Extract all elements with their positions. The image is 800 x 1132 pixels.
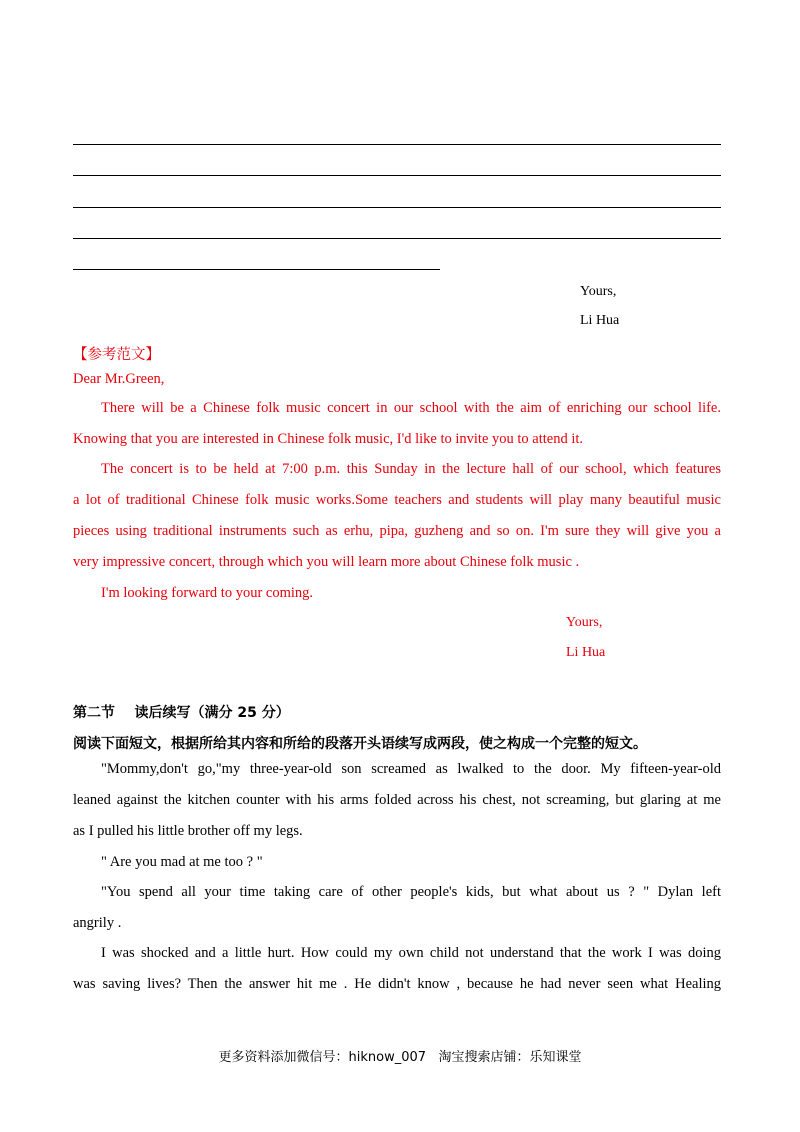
text-line: I was shocked and a little hurt. How could my own child not understand that the work I was doing [101, 945, 721, 961]
writing-line [73, 238, 721, 239]
writing-line [73, 269, 440, 270]
model-essay-paragraph [73, 578, 721, 609]
text-line: "Mommy,don't go,"my three-year-old son screamed as lwalked to the door. My fifteen-year-old [101, 761, 721, 777]
model-essay-closing: Yours, [566, 615, 603, 630]
story-paragraph [73, 847, 721, 878]
story-paragraph [73, 754, 721, 847]
model-essay-paragraph [73, 454, 721, 578]
page-footer: 更多资料添加微信号：hiknow_007 淘宝搜索店铺：乐知课堂 [218, 1050, 582, 1065]
text-line: as I pulled his little brother off my legs. [73, 823, 303, 839]
text-line: The concert is to be held at 7:00 p.m. this Sunday in the lecture hall of our school, which features [101, 461, 721, 477]
model-essay-paragraph [73, 393, 721, 455]
letter-signature: Li Hua [580, 313, 620, 328]
model-essay-signature: Li Hua [566, 645, 606, 660]
writing-line [73, 144, 721, 145]
writing-line [73, 207, 721, 208]
text-line: Knowing that you are interested in Chinese folk music, I'd like to invite you to attend it. [73, 431, 584, 447]
text-line: angrily . [73, 915, 122, 931]
model-essay-heading: 【参考范文】 [73, 347, 160, 363]
text-line: a lot of traditional Chinese folk music works.Some teachers and students will play many beautiful music [73, 492, 721, 508]
text-line: was saving lives? Then the answer hit me . He didn't know , because he had never seen what Healing [73, 976, 721, 992]
text-line: leaned against the kitchen counter with his arms folded across his chest, not screaming, but glaring at me [73, 792, 721, 808]
section-title: 第二节 读后续写（满分 25 分） [73, 705, 290, 721]
story-paragraph [73, 938, 721, 1000]
text-line: I'm looking forward to your coming. [101, 585, 314, 601]
text-line: very impressive concert, through which you will learn more about Chinese folk music . [73, 554, 580, 570]
section-instruction: 阅读下面短文，根据所给其内容和所给的段落开头语续写成两段，使之构成一个完整的短文。 [73, 736, 647, 752]
text-line: pieces using traditional instruments such as erhu, pipa, guzheng and so on. I'm sure they will give you a [73, 523, 721, 539]
writing-line [73, 175, 721, 176]
text-line: There will be a Chinese folk music concert in our school with the aim of enriching our school life. [101, 400, 721, 416]
model-essay-salutation: Dear Mr.Green, [73, 371, 165, 387]
text-line: "You spend all your time taking care of other people's kids, but what about us ? " Dylan left [101, 884, 721, 900]
text-line: " Are you mad at me too ? " [101, 854, 263, 870]
story-paragraph [73, 877, 721, 939]
letter-closing: Yours, [580, 284, 617, 299]
